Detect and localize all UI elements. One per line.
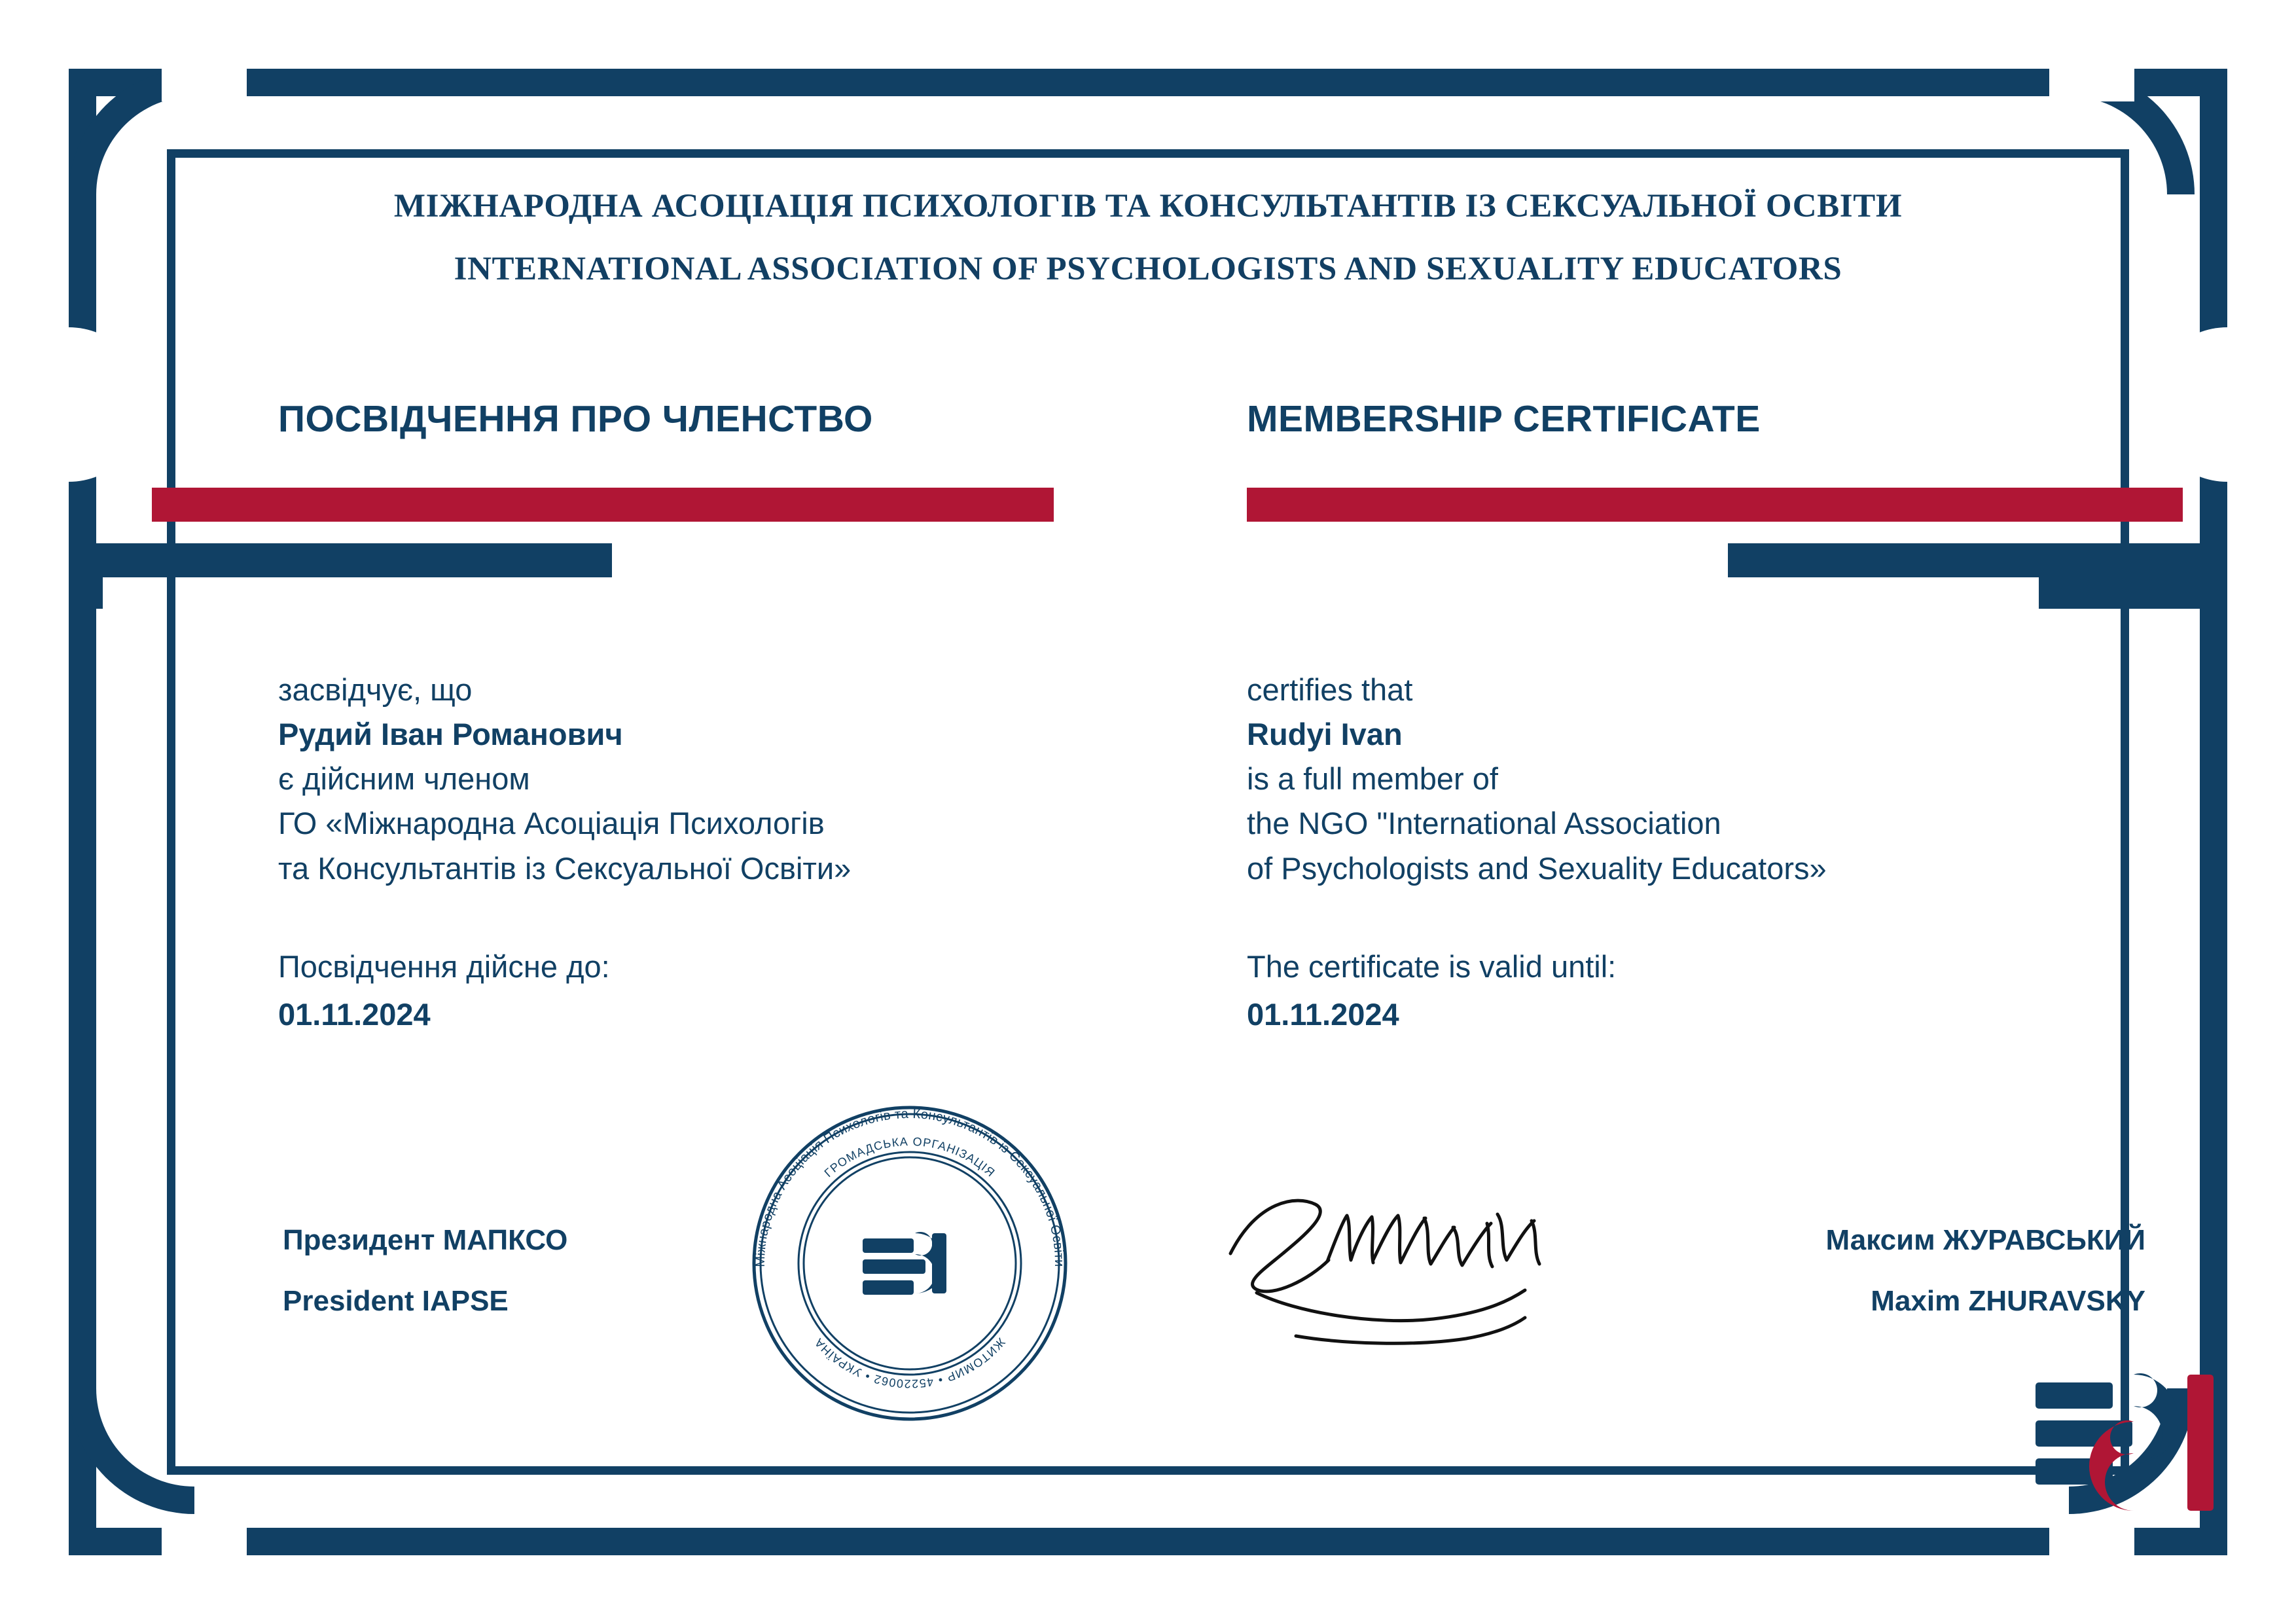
body-column-en	[1247, 668, 2117, 1032]
membership-line1-en: is a full member of	[1247, 761, 1498, 797]
validity-block-en	[1247, 948, 2117, 1032]
organization-logo-icon	[2036, 1348, 2225, 1538]
frame-right-rule	[2200, 69, 2227, 1555]
certificate-title-ua: ПОСВІДЧЕННЯ ПРО ЧЛЕНСТВО	[278, 398, 873, 440]
frame-cutout-right	[2150, 327, 2227, 482]
validity-label-ua: Посвідчення дійсне до:	[278, 948, 610, 984]
certifies-text-en: certifies that	[1247, 672, 1413, 707]
president-title-ua: Президент МАПКСО	[283, 1224, 568, 1256]
organization-name-ua: МІЖНАРОДНА АСОЦІАЦІЯ ПСИХОЛОГІВ ТА КОНСУЛЬТАНТІВ ІЗ СЕКСУАЛЬНОЇ ОСВІТИ	[393, 188, 1903, 225]
frame-top-rule	[69, 69, 2227, 96]
membership-line2-ua: ГО «Міжнародна Асоціація Психологів	[278, 806, 825, 841]
svg-text:ГРОМАДСЬКА ОРГАНІЗАЦІЯ: ГРОМАДСЬКА ОРГАНІЗАЦІЯ	[821, 1134, 998, 1180]
signer-name-ua: Максим ЖУРАВСЬКИЙ	[1825, 1224, 2145, 1256]
title-underline-left	[152, 488, 1054, 522]
frame-inner-right-rule	[2121, 149, 2129, 1475]
recipient-name-ua: Рудий Іван Романович	[278, 717, 623, 752]
recipient-name-en: Rudyi Ivan	[1247, 717, 1403, 752]
frame-notch-bottom-left	[162, 1523, 247, 1561]
handwritten-signature	[1217, 1175, 1610, 1365]
frame-accent-right	[1728, 543, 2227, 577]
frame-bottom-rule	[69, 1528, 2227, 1555]
frame-accent-left	[69, 543, 612, 577]
frame-accent-right-lower	[2039, 577, 2227, 609]
title-underline-right	[1247, 488, 2183, 522]
frame-notch-top-left	[162, 63, 247, 101]
validity-block-ua	[278, 948, 1129, 1032]
validity-date-ua: 01.11.2024	[278, 996, 431, 1032]
president-title-en: President IAPSE	[283, 1285, 509, 1317]
certifies-text-ua: засвідчує, що	[278, 672, 473, 707]
frame-left-rule	[69, 69, 96, 1555]
signer-name-en: Maxim ZHURAVSKY	[1871, 1285, 2145, 1317]
frame-accent-left-lower	[69, 577, 103, 609]
organization-name-en: INTERNATIONAL ASSOCIATION OF PSYCHOLOGISTS AND SEXUALITY EDUCATORS	[454, 251, 1842, 287]
official-stamp-icon	[746, 1100, 1073, 1427]
membership-line2-en: the NGO "International Association	[1247, 806, 1721, 841]
membership-line3-ua: та Консультантів із Сексуальної Освіти»	[278, 850, 852, 886]
frame-notch-top-right	[2049, 63, 2134, 101]
svg-text:Міжнародна Асоціація Психологі: Міжнародна Асоціація Психологів та Консультантів із Сексуальної Освіти	[753, 1106, 1067, 1267]
validity-date-en: 01.11.2024	[1247, 996, 1399, 1032]
validity-label-en: The certificate is valid until:	[1247, 948, 1617, 984]
frame-inner-bottom-rule	[167, 1466, 2129, 1475]
membership-line1-ua: є дійсним членом	[278, 761, 530, 797]
svg-text:ЖИТОМИР • 45220062 • УКРАЇНА: ЖИТОМИР • 45220062 • УКРАЇНА	[812, 1335, 1008, 1391]
frame-cutout-left	[69, 327, 146, 482]
body-column-ua	[278, 668, 1129, 1032]
membership-line3-en: of Psychologists and Sexuality Educators»	[1247, 850, 1827, 886]
frame-inner-left-rule	[167, 149, 175, 1475]
certificate-title-en: MEMBERSHIP CERTIFICATE	[1247, 398, 1761, 440]
frame-inner-top-rule	[167, 149, 2129, 158]
